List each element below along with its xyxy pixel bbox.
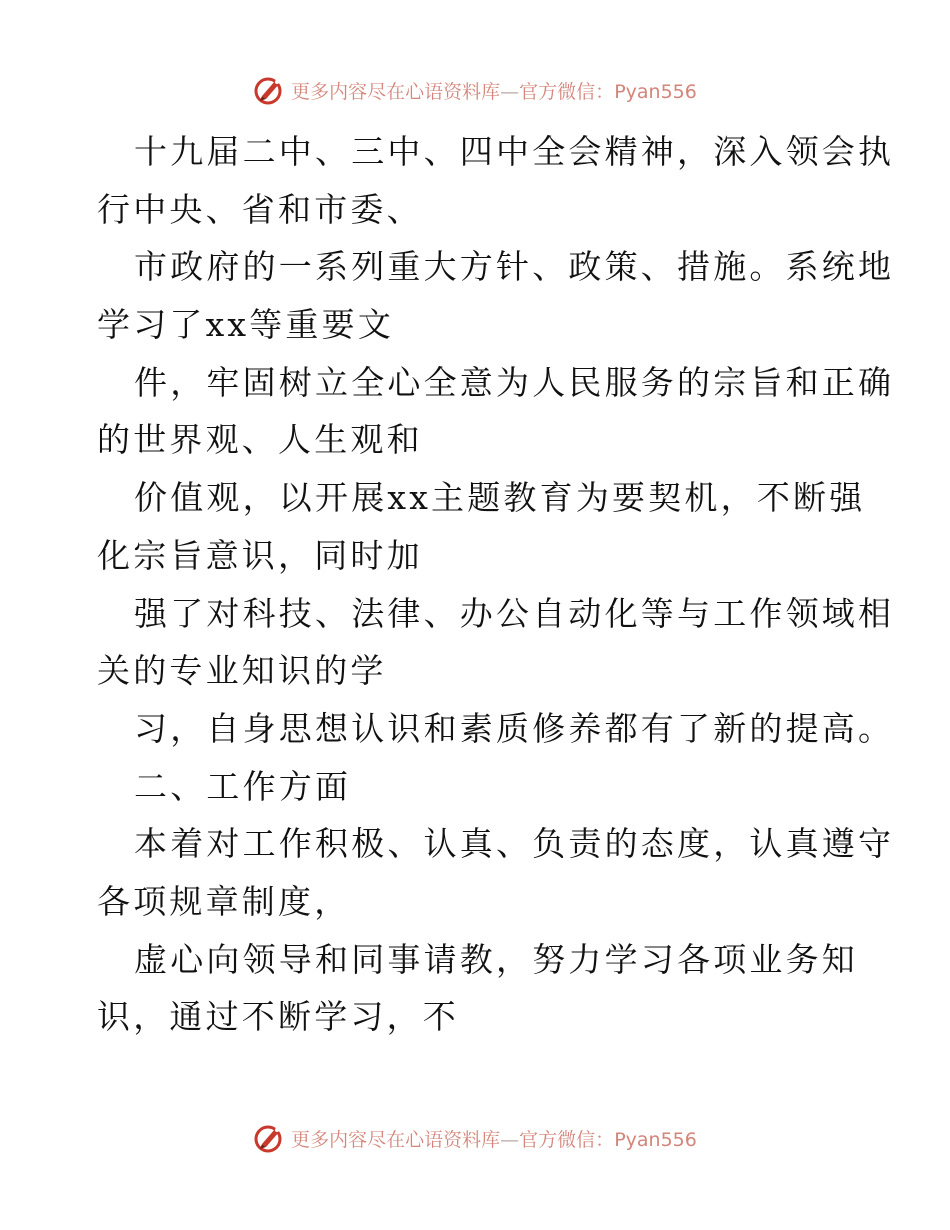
header-watermark-banner <box>0 70 950 110</box>
watermark-site-name: 更多内容尽在心语资料库 <box>291 80 501 103</box>
header-watermark-text <box>291 77 697 104</box>
document-line: 市政府的一系列重大方针、政策、措施。系统地 <box>134 247 895 287</box>
document-line: 各项规章制度， <box>97 881 351 921</box>
document-line: 虚心向领导和同事请教，努力学习各项业务知 <box>134 939 858 979</box>
document-line: 化宗旨意识，同时加 <box>97 535 423 575</box>
footer-watermark-content <box>253 1122 697 1154</box>
watermark-wechat-id: Pyan556 <box>614 80 697 103</box>
watermark-separator: — <box>500 80 520 103</box>
document-line: 关的专业知识的学 <box>97 651 387 691</box>
document-line: 习，自身思想认识和素质修养都有了新的提高。 <box>134 708 895 748</box>
document-line: 强了对科技、法律、办公自动化等与工作领域相 <box>134 593 895 633</box>
document-line: 的世界观、人生观和 <box>97 420 423 460</box>
document-line: 二、工作方面 <box>134 766 352 806</box>
document-line: 学习了xx等重要文 <box>97 305 395 345</box>
header-watermark-content <box>253 74 697 106</box>
watermark-label: 官方微信： <box>519 80 615 103</box>
watermark-separator: — <box>500 1128 520 1151</box>
document-body <box>97 123 895 1046</box>
document-line: 价值观，以开展xx主题教育为要契机，不断强 <box>134 478 866 518</box>
document-line: 行中央、省和市委、 <box>97 189 423 229</box>
watermark-label: 官方微信： <box>519 1128 615 1151</box>
footer-watermark-banner <box>0 1118 950 1158</box>
pen-logo-icon <box>253 1122 285 1154</box>
document-line: 识，通过不断学习，不 <box>97 997 459 1037</box>
document-line: 件，牢固树立全心全意为人民服务的宗旨和正确 <box>134 362 895 402</box>
document-line: 十九届二中、三中、四中全会精神，深入领会执 <box>134 132 895 171</box>
pen-logo-icon <box>253 74 285 106</box>
watermark-wechat-id: Pyan556 <box>614 1128 697 1151</box>
footer-watermark-text <box>291 1125 697 1152</box>
document-line: 本着对工作积极、认真、负责的态度，认真遵守 <box>134 824 895 864</box>
watermark-site-name: 更多内容尽在心语资料库 <box>291 1128 501 1151</box>
